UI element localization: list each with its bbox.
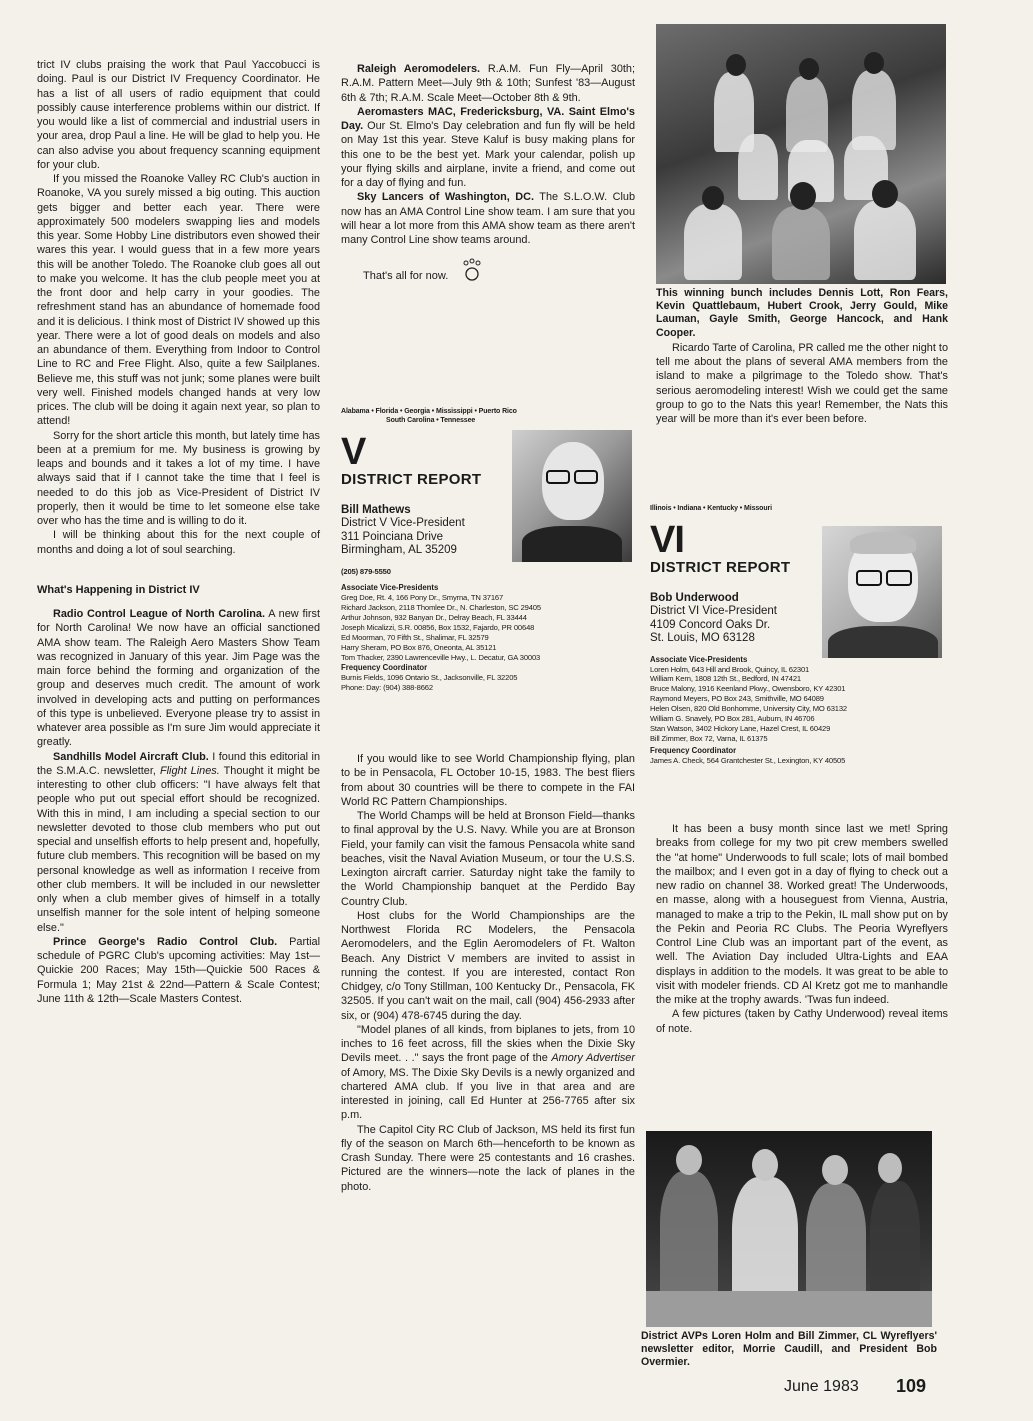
district-v-avp-0: Greg Doe, Rt. 4, 166 Pony Dr., Smyrna, TN 37167 — [341, 593, 504, 603]
district-vi-avp-6: Stan Watson, 3402 Hickory Lane, Hazel Crest, IL 60429 — [650, 723, 831, 733]
col2-paragraph-3-text: The S.L.O.W. Club now has an AMA Control Line show team. I am sure that you will hear a lot more from this AMA show team as there aren't many Control Line show teams around. — [341, 191, 636, 246]
signoff-text: That's all for now. — [363, 270, 449, 283]
club-name-prince-georges: Prince George's Radio Control Club. — [53, 935, 278, 948]
newsletter-title-flight-lines: Flight Lines. — [159, 764, 220, 777]
signoff-row — [341, 259, 635, 287]
col2-paragraph-7 — [341, 1023, 635, 1123]
column-3 — [656, 287, 948, 426]
district-v-fc-2: Phone: Day: (904) 388-8662 — [341, 682, 433, 692]
col2-paragraph-1 — [341, 62, 635, 105]
club-name-aeromasters: Aeromasters MAC, Fredericksburg, VA. Saint Elmo's Day. — [341, 105, 635, 132]
club-name-sandhills: Sandhills Model Aircraft Club. — [53, 750, 209, 763]
col2-paragraph-2 — [341, 105, 635, 191]
club-name-raleigh: Raleigh Aeromodelers. — [357, 63, 481, 75]
district-v-vp-address-2: Birmingham, AL 35209 — [341, 544, 457, 556]
district-vi-avp-7: Bill Zimmer, Box 72, Varna, IL 61375 — [650, 733, 768, 743]
col2-paragraph-4: If you would like to see World Championship flying, plan to be in Pensacola, FL October 10-15, 1983. The best fliers from about 30 countries will be there to compete in the FAI World RC Pattern Championships. — [341, 753, 635, 808]
district-vi-fc-1: James A. Check, 564 Grantchester St., Lexington, KY 40505 — [650, 755, 846, 765]
district-vi-vp-address-1: 4109 Concord Oaks Dr. — [650, 618, 771, 631]
district-vi-fc-heading: Frequency Coordinator — [650, 745, 737, 755]
col2-paragraph-5: The World Champs will be held at Bronson Field—thanks to final approval by the U.S. Navy. While you are at Bronson Field, your family can visit the famous Pensacola white sand beaches, visit the Naval Aviation Museum, or tour the U.S.S. Lexington aircraft carrier. Saturday night take the family to the World Championship banquet at the Perdido Bay Country Club. — [341, 810, 635, 908]
col2-paragraph-8: The Capitol City RC Club of Jackson, MS held its first fun fly of the season on March 6th—henceforth to be known as Crash Sunday. There were 25 contestants and 16 crashes. Pictured are the winners—note the lack of planes in the photo. — [341, 1123, 635, 1193]
issue-date: June 1983 — [784, 1378, 859, 1395]
district-v-avp-3: Joseph Micalizzi, S.R. 00856, Box 1532, Fajardo, PR 00648 — [341, 623, 535, 633]
district-vi-vp-name: Bob Underwood — [650, 592, 739, 604]
district-v-vp-name: Bill Mathews — [341, 504, 411, 516]
district-v-avp-2: Arthur Johnson, 932 Banyan Dr., Delray Beach, FL 33444 — [341, 613, 527, 623]
district-vi-avp-1: William Kern, 1808 12th St., Bedford, IN 47421 — [650, 674, 801, 684]
col1-paragraph-1: trict IV clubs praising the work that Paul Yaccobucci is doing. Paul is our District IV Frequency Coordinator. He has a list of all users of radio equipment that could possibly cause interference problems within our district. If you would like a list of commercial and industrial users in your area, drop Paul a line. He will be glad to help you. He can also advise you about frequency scanning equipment for your club. — [37, 59, 320, 171]
column-2 — [341, 62, 635, 287]
page-number: 109 — [896, 1376, 927, 1396]
district-vi-vp-address-2: St. Louis, MO 63128 — [650, 632, 755, 644]
district-v-states-1: Alabama • Florida • Georgia • Mississippi • Puerto Rico — [341, 408, 517, 415]
club-name-rcl-nc: Radio Control League of North Carolina. — [53, 608, 266, 620]
district-vi-avp-2: Bruce Malony, 1916 Keenland Pkwy., Owensboro, KY 42301 — [650, 684, 846, 694]
column-3-continued — [656, 822, 948, 1036]
district-v-avp-5: Harry Sheram, PO Box 876, Oneonta, AL 35121 — [341, 642, 497, 652]
winners-group-photo — [656, 24, 946, 284]
district-avps-photo — [646, 1131, 932, 1327]
section-heading: What's Happening in District IV — [37, 583, 200, 596]
col1-paragraph-6 — [37, 750, 320, 935]
district-v-vp-address-1: 311 Poinciana Drive — [341, 530, 444, 543]
newspaper-title-amory-advertiser: Amory Advertiser — [551, 1052, 635, 1065]
col2-paragraph-7-text-a: "Model planes of all kinds, from biplanes to jets, from 10 inches to 16 feet across, fill the skies when the Dixie Sky Devils meet. . ." says the front page of the — [341, 1023, 635, 1065]
col3-paragraph-1: Ricardo Tarte of Carolina, PR called me the other night to tell me about the plans of several AMA members from the island to make a pilgrimage to the Toledo show. That's serious aeromodeling interest! Wish we could get the same group to go to the Nats this year! Remember, the Nats this year will be more than it's ever been before. — [656, 341, 948, 426]
winners-photo-caption: This winning bunch includes Dennis Lott, Ron Fears, Kevin Quattlebaum, Hubert Crook, Jerry Gould, Mike Lauman, Gayle Smith, George Hancock, and Hank Cooper. — [656, 287, 948, 339]
district-vi-avp-4: Helen Olsen, 820 Old Bonhomme, University City, MO 63132 — [650, 704, 848, 714]
column-1 — [37, 58, 320, 1006]
district-vi-avp-heading: Associate Vice-Presidents — [650, 654, 748, 664]
col3-paragraph-3: A few pictures (taken by Cathy Underwood) reveal items of note. — [656, 1008, 948, 1035]
district-vi-states: Illinois • Indiana • Kentucky • Missouri — [650, 505, 772, 512]
col1-paragraph-6-text-a: I found this editorial in the S.M.A.C. newsletter, — [37, 750, 320, 777]
district-avps-caption: District AVPs Loren Holm and Bill Zimmer, CL Wyreflyers' newsletter editor, Morrie Caudill, and President Bob Overmier. — [641, 1330, 937, 1369]
col1-paragraph-7 — [37, 935, 320, 1006]
district-v-avp-4: Ed Moorman, 70 Fifth St., Shalimar, FL 32579 — [341, 633, 489, 643]
district-v-number: V — [341, 431, 366, 473]
district-v-title: DISTRICT REPORT — [341, 471, 482, 488]
column-2-continued — [341, 752, 635, 1194]
col2-paragraph-3 — [341, 190, 635, 247]
district-vi-number: VI — [650, 519, 684, 561]
col1-paragraph-5 — [37, 607, 320, 750]
col1-paragraph-7-text: Partial schedule of PGRC Club's upcoming activities: May 1st—Quickie 200 Races; May 15th—Quickie 500 Races & Formula 1; May 21st & 22nd—Pattern & Scale Contest; June 11th & 12th—Scale Masters Contest. — [37, 935, 320, 1005]
col1-paragraph-6-text-b: Thought it might be interesting to other club officers: "I have always felt that people who put out special effort should be recognized. With this in mind, I am including a special section to our newsletter devoted to those club members who put out special and unselfish efforts to help present and, hopefully, future club members. This recognition will be based on my personal knowledge as well as information I receive from other club members. It will be included in our newsletter only when a club member gives of himself in a totally unselfish manner for the sole intent of helping someone else." — [37, 764, 320, 934]
district-v-avp-1: Richard Jackson, 2118 Thomlee Dr., N. Charleston, SC 29405 — [341, 603, 541, 613]
district-vi-title: DISTRICT REPORT — [650, 559, 791, 576]
col2-paragraph-2-text: Our St. Elmo's Day celebration and fun fly will be held on May 1st this year. Steve Kaluf is busy making plans for this one to be the best yet. Mark your calendar, polish up your flying skills and airplane, invite a friend, and come out for a day of flying and fun. — [341, 120, 635, 189]
district-v-vp-role: District V Vice-President — [341, 517, 465, 529]
col2-paragraph-6: Host clubs for the World Championships are the Northwest Florida RC Modelers, the Pensacola Aeromodelers, and the Eglin Aeromodelers of Ft. Walton Beach. Any District V members are invited to assist in running the contest. If you are interested, contact Ron Chidgey, c/o Tony Stillman, 100 Kentucky Dr., Pensacola, FK 32505. If you can't wait on the mail, call (904) 456-2933 after six, or (904) 478-6745 during the day. — [341, 909, 635, 1022]
paw-signature-icon — [459, 257, 485, 283]
district-vi-avp-0: Loren Holm, 643 Hill and Brook, Quincy, IL 62301 — [650, 664, 810, 674]
district-vi-avp-3: Raymond Meyers, PO Box 243, Smithville, MO 64089 — [650, 694, 824, 704]
district-v-fc-heading: Frequency Coordinator — [341, 662, 428, 672]
bill-mathews-portrait — [512, 430, 632, 562]
district-v-avp-6: Tom Thacker, 2390 Lawrenceville Hwy., L. Decatur, GA 30003 — [341, 652, 541, 662]
district-v-fc-1: Burnis Fields, 1096 Ontario St., Jacksonville, FL 32205 — [341, 672, 518, 682]
club-name-sky-lancers: Sky Lancers of Washington, DC. — [357, 191, 535, 204]
col2-paragraph-1-text: R.A.M. Fun Fly—April 30th; R.A.M. Pattern Meet—July 9th & 10th; Sunfest '83—August 6th & 7th; R.A.M. Scale Meet—October 8th & 9th. — [341, 63, 635, 104]
col1-paragraph-4: I will be thinking about this for the next couple of months and doing a lot of soul searching. — [37, 529, 320, 556]
district-v-states-2: South Carolina • Tennessee — [386, 417, 476, 424]
district-vi-vp-role: District VI Vice-President — [650, 605, 777, 617]
district-v-phone: (205) 879-5550 — [341, 566, 391, 576]
col3-paragraph-2: It has been a busy month since last we met! Spring breaks from college for my two pit crew members swelled the "at home" Underwoods to full scale; lots of mail bombed the mailbox; and I even got in a day of flying to check out a new radio on channel 38. Worked great! The Underwoods, en masse, along with a houseguest from Vienna, Austria, managed to make a trip to the Pekin, IL mall show put on by the Pekin and Peoria RC Clubs. The Peoria Wyreflyers Control Line Club was an important part of the event, as well. The Aviation Day included Ultra-Lights and EAA displays in addition to the models. It was great to be able to visit with modeler friends. CD Al Kretz got me to manhandle the mike at the trophy awards. 'Twas fun indeed. — [656, 823, 948, 1006]
col1-paragraph-2: If you missed the Roanoke Valley RC Club's auction in Roanoke, VA you surely missed a big outing. This auction gets bigger and better each year. There were approximately 500 modelers swapping lies and models this year. Some Hobby Line distributors even showed their wares this year. I would guess that in a few more years this will be another Toledo. The Roanoke club goes all out to make you welcome. It has the club people meet you at the front door and help carry in your goodies. The refreshment stand has an abundance of homemade food and it is delicious. I think most of District IV showed up this year. There were a lot of good deals on models and also an abundance of them. Everything from Indoor to Control Line to RC and Free Flight. Also, quite a few Sailplanes. Believe me, this stuff was not junk; some planes were built very well. Finished models changed hands at very low prices. The club will be doing it again next year, so plan to attend! — [37, 173, 320, 428]
col1-paragraph-5-text: A new first for North Carolina! We now have an official sanctioned AMA show team. The Raleigh Aero Masters Show Team was recognized in January of this year. Jim Page was the main force behind the forming and organization of the group and deserves much credit. The amount of work involved in developing acts and putting on performances of this type is unbelieved. Everyone please try to assist in whatever area possible as I'm sure Jim would appreciate it greatly. — [37, 608, 320, 749]
district-v-avp-heading: Associate Vice-Presidents — [341, 583, 439, 593]
col2-paragraph-7-text-b: of Amory, MS. The Dixie Sky Devils is a newly organized and chartered AMA club. If you live in that area and are interested in joining, call Ed Hunter at 256-7765 after six p.m. — [341, 1066, 635, 1122]
district-vi-avp-5: William G. Snavely, PO Box 281, Auburn, IN 46706 — [650, 714, 815, 724]
bob-underwood-portrait — [822, 526, 942, 658]
col1-paragraph-3: Sorry for the short article this month, but lately time has been at a premium for me. My business is growing by leaps and bounds and it takes a lot of my time. I have always said that if I cannot take the time that I feel is needed to do this job as Vice-President of District IV properly, then it would be time to let someone else take over who has the time and is willing to do it. — [37, 429, 320, 527]
